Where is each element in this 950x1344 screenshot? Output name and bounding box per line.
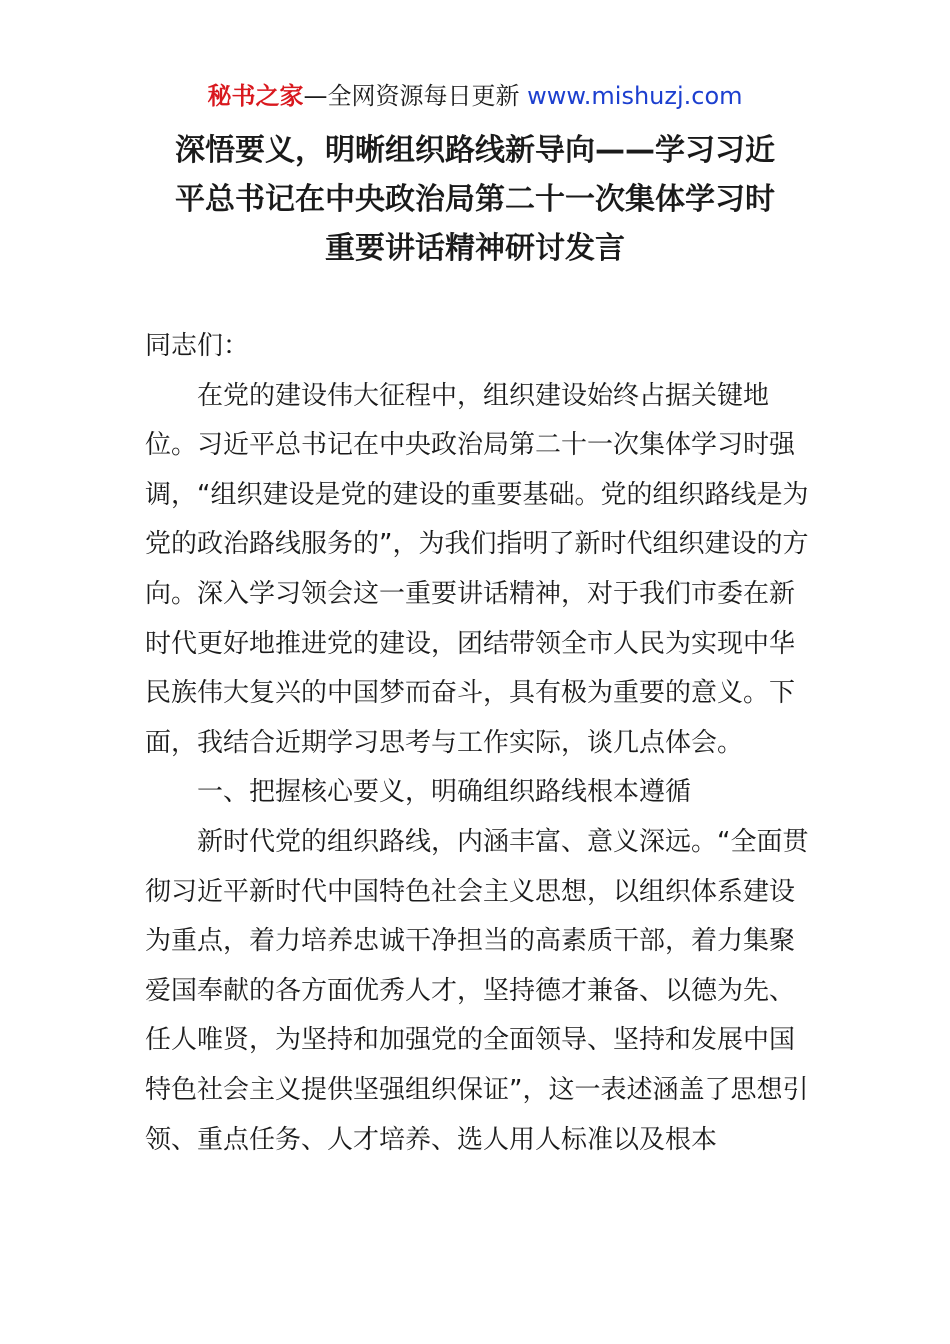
section-heading-1: 一、把握核心要义，明确组织路线根本遵循	[197, 777, 692, 808]
title-line-2: 平总书记在中央政治局第二十一次集体学习时	[175, 182, 775, 217]
title-line-3: 重要讲话精神研讨发言	[325, 231, 625, 266]
paragraph-intro: 在党的建设伟大征程中，组织建设始终占据关键地位。习近平总书记在中央政治局第二十一次集体学习时强调，“组织建设是党的建设的重要基础。党的组织路线是为党的政治路线服务的”，为我们指明了新时代组织建设的方向。深入学习领会这一重要讲话精神，对于我们市委在新时代更好地推进党的建设，团结带领全市人民为实现中华民族伟大复兴的中国梦而奋斗，具有极为重要的意义。下面，我结合近期学习思考与工作实际，谈几点体会。	[145, 380, 809, 758]
header-tagline: —全网资源每日更新	[303, 82, 528, 110]
site-header	[0, 80, 950, 112]
paragraph-section-1: 新时代党的组织路线，内涵丰富、意义深远。“全面贯彻习近平新时代中国特色社会主义思想，以组织体系建设为重点，着力培养忠诚干净担当的高素质干部，着力集聚爱国奉献的各方面优秀人才，坚持德才兼备、以德为先、任人唯贤，为坚持和加强党的全面领导、坚持和发展中国特色社会主义提供坚强组织保证”，这一表述涵盖了思想引领、重点任务、人才培养、选人用人标准以及根本	[145, 826, 809, 1155]
salutation: 同志们：	[145, 331, 250, 361]
title-line-1: 深悟要义，明晰组织路线新导向——学习习近	[175, 133, 775, 168]
document-title	[120, 126, 830, 273]
document-body	[145, 322, 810, 1165]
brand-name: 秘书之家	[207, 82, 304, 110]
site-url: www.mishuzj.com	[527, 82, 743, 110]
